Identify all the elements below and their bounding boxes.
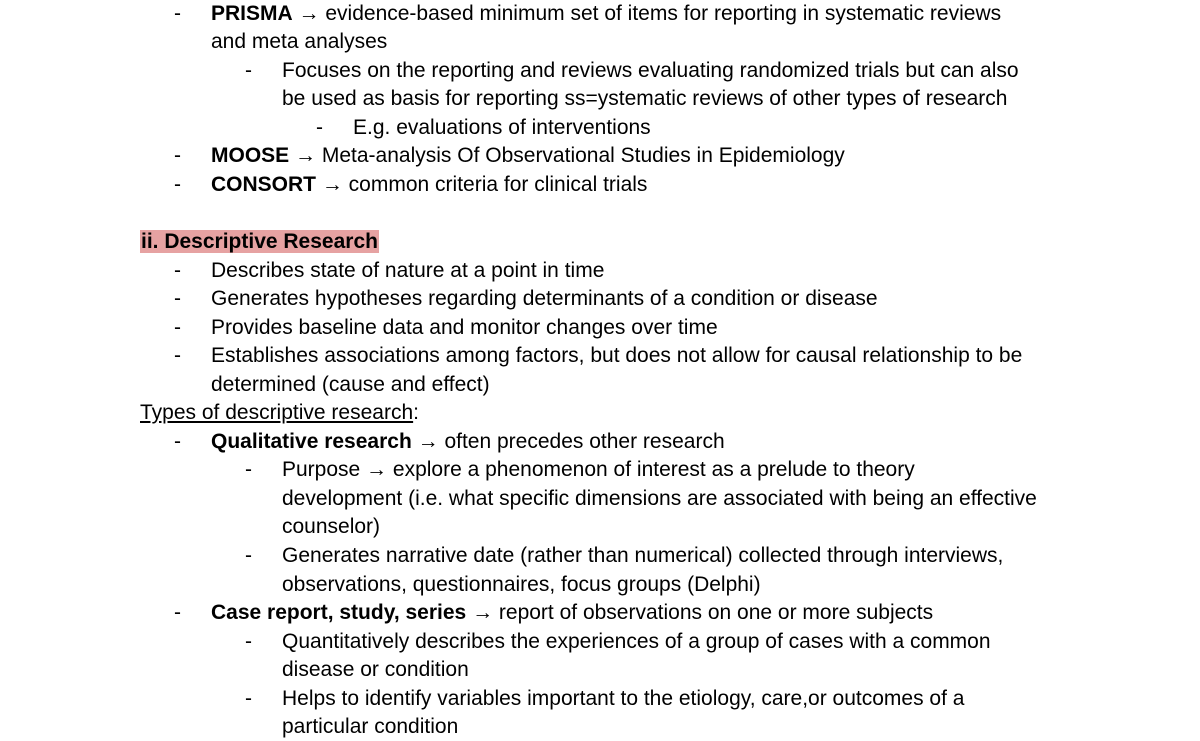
bullet-dash: - bbox=[174, 144, 181, 167]
bullet-dash: - bbox=[174, 316, 181, 339]
bullet-dash: - bbox=[174, 287, 181, 310]
arrow: → bbox=[411, 430, 445, 453]
case-sub1-cont: disease or condition bbox=[282, 658, 469, 681]
bullet-dash: - bbox=[174, 259, 181, 282]
moose-term: MOOSE bbox=[211, 144, 290, 167]
qualitative-text: often precedes other research bbox=[444, 430, 725, 453]
bullet-dash: - bbox=[316, 116, 323, 139]
types-label: Types of descriptive research bbox=[140, 401, 414, 424]
bullet-dash: - bbox=[174, 2, 181, 25]
arrow: → bbox=[316, 173, 349, 196]
qualitative-sub1-cont: development (i.e. what specific dimensions are associated with being an effective bbox=[282, 487, 1037, 510]
case-text: report of observations on one or more subjects bbox=[498, 601, 934, 624]
prisma-sub-line2: be used as basis for reporting ss=ystematic reviews of other types of research bbox=[282, 87, 1008, 110]
consort-text: common criteria for clinical trials bbox=[348, 173, 648, 196]
types-colon: : bbox=[413, 401, 419, 424]
case-term: Case report, study, series bbox=[211, 601, 467, 624]
list-item: Describes state of nature at a point in time bbox=[211, 259, 605, 282]
arrow: → bbox=[289, 144, 322, 167]
prisma-subsub: E.g. evaluations of interventions bbox=[353, 116, 651, 139]
bullet-dash: - bbox=[174, 344, 181, 367]
moose-text: Meta-analysis Of Observational Studies in Epidemiology bbox=[321, 144, 845, 167]
list-item: Establishes associations among factors, but does not allow for causal relationship to be bbox=[211, 344, 1023, 367]
case-line bbox=[211, 599, 933, 627]
qualitative-sub1: Purpose → explore a phenomenon of interest as a prelude to theory bbox=[282, 458, 915, 481]
prisma-line bbox=[211, 0, 1001, 28]
bullet-dash: - bbox=[174, 430, 181, 453]
qualitative-line bbox=[211, 428, 725, 456]
list-item-cont: determined (cause and effect) bbox=[211, 373, 490, 396]
arrow: → bbox=[292, 2, 326, 25]
types-label-line bbox=[140, 399, 419, 427]
prisma-sub-line1: Focuses on the reporting and reviews evaluating randomized trials but can also bbox=[282, 59, 1019, 82]
bullet-dash: - bbox=[245, 687, 252, 710]
bullet-dash: - bbox=[245, 59, 252, 82]
moose-line bbox=[211, 142, 845, 170]
qualitative-sub1-cont: counselor) bbox=[282, 515, 381, 538]
consort-line bbox=[211, 171, 647, 199]
bullet-dash: - bbox=[245, 630, 252, 653]
bullet-dash: - bbox=[174, 173, 181, 196]
prisma-text: evidence-based minimum set of items for reporting in systematic reviews bbox=[325, 2, 1002, 25]
qualitative-sub2: Generates narrative date (rather than numerical) collected through interviews, bbox=[282, 544, 1004, 567]
bullet-dash: - bbox=[174, 601, 181, 624]
prisma-text-cont: and meta analyses bbox=[211, 30, 388, 53]
list-item: Generates hypotheses regarding determinants of a condition or disease bbox=[211, 287, 878, 310]
list-item: Provides baseline data and monitor changes over time bbox=[211, 316, 718, 339]
qualitative-term: Qualitative research bbox=[211, 430, 412, 453]
bullet-dash: - bbox=[245, 544, 252, 567]
bullet-dash: - bbox=[245, 458, 252, 481]
highlighted-heading: ii. Descriptive Research bbox=[141, 230, 378, 253]
consort-term: CONSORT bbox=[211, 173, 316, 196]
arrow: → bbox=[466, 601, 499, 624]
qualitative-sub2-cont: observations, questionnaires, focus groups (Delphi) bbox=[282, 573, 761, 596]
case-sub1: Quantitatively describes the experiences of a group of cases with a common bbox=[282, 630, 991, 653]
case-sub2: Helps to identify variables important to the etiology, care,or outcomes of a bbox=[282, 687, 965, 710]
prisma-term: PRISMA bbox=[211, 2, 293, 25]
case-sub2-cont: particular condition bbox=[282, 715, 459, 738]
section-heading bbox=[140, 228, 379, 256]
